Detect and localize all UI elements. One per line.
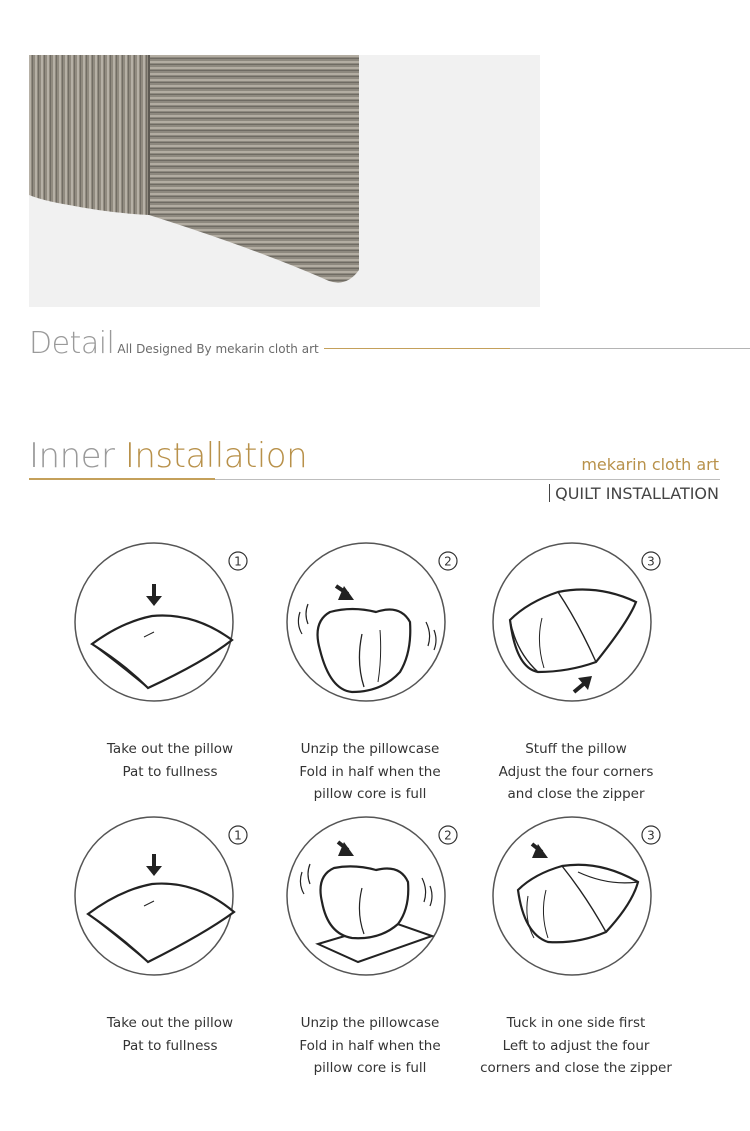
installation-title-part1: Inner [29, 436, 125, 476]
step-number: 3 [647, 554, 655, 569]
step-caption [60, 738, 280, 783]
brand-name: mekarin cloth art [581, 455, 719, 474]
step-caption [466, 1012, 686, 1080]
caption-line: Take out the pillow [106, 1015, 234, 1031]
pillow-flat-icon [74, 542, 274, 722]
pillow-tuck-icon [488, 816, 688, 996]
caption-line: Tuck in one side first [506, 1015, 646, 1031]
step-caption [260, 738, 480, 806]
step-number: 1 [234, 554, 242, 569]
caption-line: pillow core is full [313, 786, 427, 802]
caption-line: Fold in half when the [299, 1037, 441, 1054]
pillow-flat-icon [74, 816, 274, 996]
pillow-fold-icon [282, 542, 482, 722]
step-caption [260, 1012, 480, 1080]
caption-line: Fold in half when the [299, 763, 441, 780]
caption-line: Pat to fullness [122, 1037, 218, 1054]
caption-line: Unzip the pillowcase [300, 1015, 440, 1031]
pillow-fold-case-icon [282, 816, 482, 996]
step-number: 2 [444, 828, 452, 843]
caption-line: Left to adjust the four [502, 1037, 650, 1054]
step-caption [60, 1012, 280, 1057]
detail-divider-grey [510, 348, 750, 349]
detail-title: Detail [29, 326, 115, 361]
installation-heading [29, 436, 307, 476]
pillow-detail-photo [29, 55, 540, 307]
caption-line: and close the zipper [507, 786, 645, 802]
section-label-text: QUILT INSTALLATION [555, 484, 719, 503]
caption-line: Pat to fullness [122, 763, 218, 780]
step-number: 3 [647, 828, 655, 843]
section-label [549, 484, 719, 503]
detail-heading [29, 326, 319, 366]
section-label-bar [549, 484, 550, 502]
caption-line: Adjust the four corners [498, 763, 654, 780]
caption-line: Stuff the pillow [525, 741, 627, 757]
step-number: 2 [444, 554, 452, 569]
installation-title-part2: Installation [124, 436, 308, 476]
step-caption [466, 738, 686, 806]
caption-line: corners and close the zipper [480, 1060, 672, 1076]
detail-divider-gold [324, 348, 510, 349]
caption-line: Take out the pillow [106, 741, 234, 757]
step-number: 1 [234, 828, 242, 843]
installation-divider-gold [29, 478, 215, 480]
caption-line: Unzip the pillowcase [300, 741, 440, 757]
caption-line: pillow core is full [313, 1060, 427, 1076]
pillow-stuff-icon [488, 542, 688, 722]
detail-subtitle: All Designed By mekarin cloth art [117, 342, 319, 356]
